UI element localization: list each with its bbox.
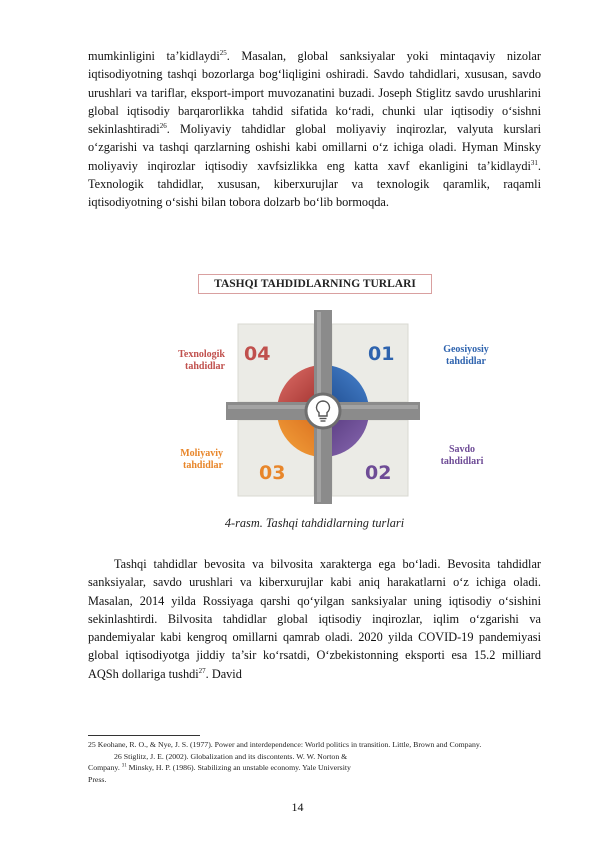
footnotes: [88, 739, 548, 785]
diagram-title: TASHQI TAHDIDLARNING TURLARI: [198, 274, 432, 294]
num-01: 01: [368, 343, 395, 365]
text-run: Tashqi tahdidlar bevosita va bilvosita xarakterga ega bo‘ladi. Bevosita tahdidlar sanksiyalar, savdo urushlari va kiberxurujlar kabi aniq harakatlarni o‘z ichiga oladi. Masalan, 2014 yilda Rossiyaga qarshi qo‘yilgan sanksiyalar uning iqtisodiy o‘sishini sekinlashtirdi. Bilvosita tahdidlar global iqtisodiy inqirozlar, iqlim o‘zgarishi va pandemiyalar kabi kengroq omillarni qamrab oladi. 2020 yilda COVID-19 pandemiyasi global iqtisodiyotga jiddiy ta’sir ko‘rsatdi, O‘zbekistonning eksporti esa 15.2 milliard AQSh dollariga tushdi: [88, 557, 541, 681]
footnote-26: 26 Stiglitz, J. E. (2002). Globalization and its discontents. W. W. Norton &: [114, 751, 348, 761]
footnote-ref[interactable]: 31: [530, 158, 538, 167]
footnote-cont: Press.: [88, 774, 107, 784]
footnote-31: Company. $^{31}$ Minsky, H. P. (1986). Stabilizing an unstable economy. Yale University: [88, 763, 351, 772]
footnote-ref[interactable]: 27: [198, 666, 206, 675]
lightbulb-icon: [306, 394, 340, 428]
body-paragraph-1: [88, 47, 541, 212]
label-moliyaviy: Moliyaviy tahdidlar: [180, 448, 223, 471]
text-run: . Masalan, global sanksiyalar yoki mintaqaviy nizolar iqtisodiyotning tashqi bozorlarga bog‘liqligini oshiradi. Savdo tahdidlari, xususan, savdo urushlari va tariflar, eksport-import muvozanatini buzadi. Joseph Stiglitz savdo urushlarini global iqtisodiy barqarorlikka tahdid sifatida ko‘radi, chunki ular iqtisodiy o‘sishni sekinlashtiradi: [88, 49, 541, 137]
num-04: 04: [244, 343, 271, 365]
footnote-ref[interactable]: 26: [159, 122, 167, 131]
body-paragraph-2: [88, 555, 541, 683]
threat-types-diagram: [160, 272, 500, 504]
label-texnologik: Texnologik tahdidlar: [178, 349, 225, 372]
footnote-25: 25 Keohane, R. O., & Nye, J. S. (1977). Power and interdependence: World politics in transition. Little, Brown and Company.: [88, 740, 482, 749]
text-run: . David: [205, 666, 242, 681]
num-02: 02: [365, 462, 392, 484]
text-run: . Texnologik tahdidlar, xususan, kiberxurujlar va texnologik qaramlik, raqamli iqtisodiyotning o‘sishi bilan tobora dolzarb bo‘lib bormoqda.: [88, 158, 541, 210]
label-geosiyosiy: Geosiyosiy tahdidlar: [443, 344, 489, 367]
num-03: 03: [259, 462, 286, 484]
page-number: 14: [291, 800, 304, 814]
text-run: . Moliyaviy tahdidlar global moliyaviy inqirozlar, valyuta kurslari o‘zgarishi va tashqi qarzlarning oshishi kabi omillarni o‘z ichiga oladi. Hyman Minsky moliyaviy inqirozlar iqtisodiy xavfsizlikka eng katta xavf ekanligini ta’kidlaydi: [88, 122, 541, 173]
label-savdo: Savdo tahdidlari: [440, 444, 484, 467]
figure-caption: 4-rasm. Tashqi tahdidlarning turlari: [224, 516, 405, 530]
footnote-divider: [88, 735, 200, 736]
text-run: mumkinligini ta’kidlaydi: [88, 49, 220, 63]
footnote-ref[interactable]: 25: [219, 48, 227, 57]
